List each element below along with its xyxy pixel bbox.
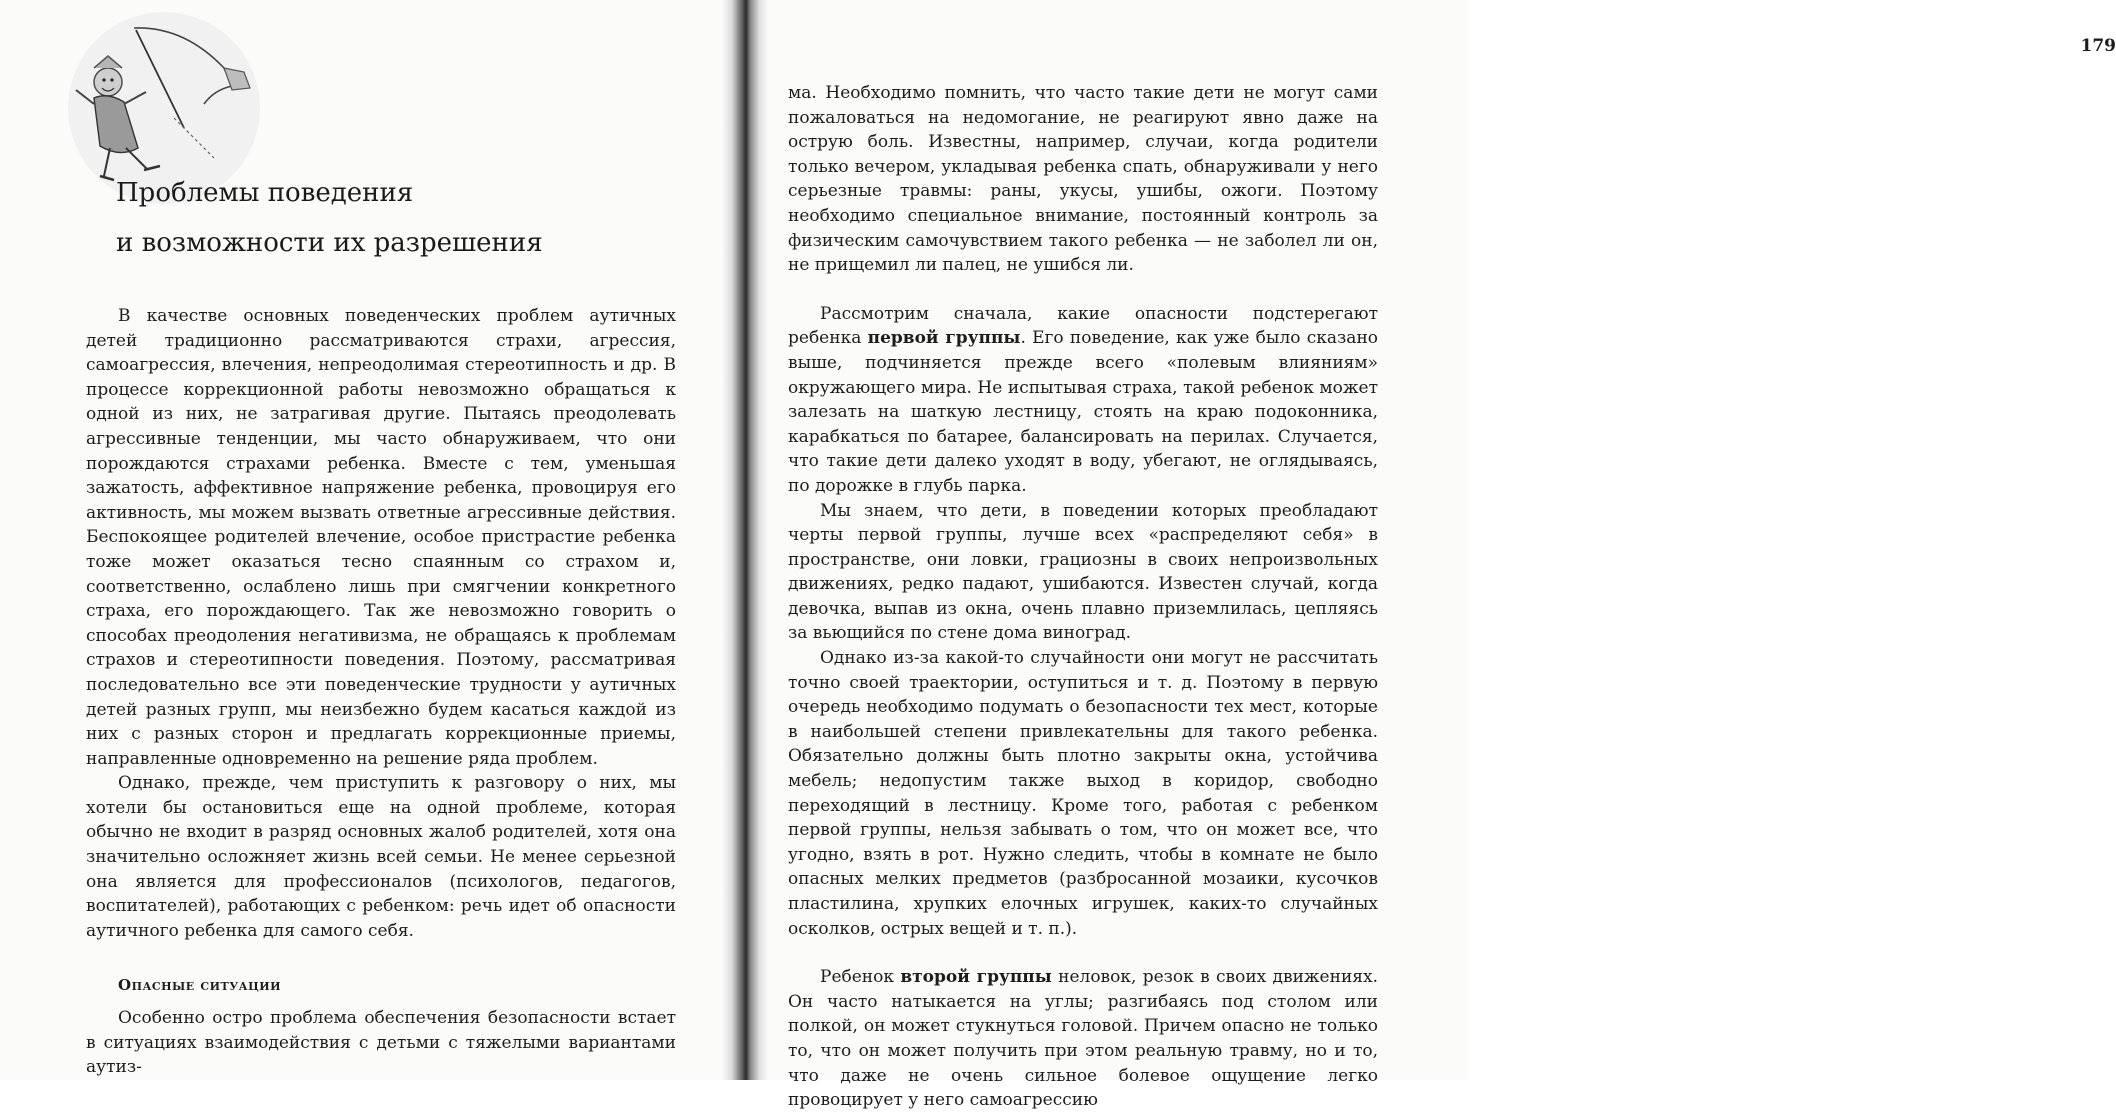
chapter-title <box>116 168 676 268</box>
paragraph <box>788 965 1378 1113</box>
paragraph: В качестве основных поведенческих проблем аутичных детей традиционно рассматриваются страхи, агрессия, самоагрессия, влечения, непреодолимая стереотипность и др. В процессе коррекционной работы невозможно обращаться к одной из них, не затрагивая другие. Пытаясь преодолевать агрессивные тенденции, мы часто обнаруживаем, что они порождаются страхами ребенка. Вместе с тем, уменьшая зажатость, аффективное напряжение ребенка, провоцируя его активность, мы можем вызвать ответные агрессивные действия. Беспокоящее родителей влечение, особое пристрастие ребенка тоже может оказаться тесно спаянным со страхом и, соответственно, ослаблено лишь при смягчении конкретного страха, его порождающего. Так же невозможно говорить о способах преодоления негативизма, не обращаясь к проблемам страхов и стереотипности поведения. Поэтому, рассматривая последовательно все эти поведенческие трудности у аутичных детей разных групп, мы неизбежно будем касаться каждой из них с разных сторон и предлагать коррекционные приемы, направленные одновременно на решение ряда проблем. <box>86 306 676 769</box>
right-text-column <box>788 81 1378 1113</box>
section-heading: Опасные ситуации <box>118 976 282 995</box>
paragraph: Однако из-за какой-то случайности они могут не рассчитать точно своей траектории, оступиться и т. д. Поэтому в первую очередь необходимо подумать о безопасности тех мест, которые в наибольшей степени привлекательны для такого ребенка. Обязательно должны быть плотно закрыты окна, устойчива мебель; недопустим также выход в коридор, свободно переходящий в лестницу. Кроме того, работая с ребенком первой группы, нельзя забывать о том, что он может все, что угодно, взять в рот. Нужно следить, чтобы в комнате не было опасных мелких предметов (разбросанной мозаики, кусочков пластилина, хрупких елочных игрушек, каких-то случайных осколков, острых вещей и т. п.). <box>788 648 1378 939</box>
emphasis-first-group: первой группы <box>867 328 1021 349</box>
paragraph-rest: неловок, резок в своих движениях. Он часто натыкается на углы; разгибаясь под столом или полкой, он может стукнуться головой. Причем опасно не только то, что он может получить при этом реальную травму, но и то, что даже не очень сильное болевое ощущение легко провоцирует у него самоагрессию <box>788 967 1378 1111</box>
spacer <box>86 943 676 973</box>
page-number: 179 <box>2080 36 2116 56</box>
chapter-title-line2: и возможности их разрешения <box>116 228 543 258</box>
chapter-title-line1: Проблемы поведения <box>116 178 414 208</box>
paragraph-lead: Ребенок <box>820 967 894 988</box>
paragraph <box>788 302 1378 499</box>
left-text-column <box>86 304 676 1080</box>
paragraph-lead: Рассмотрим сначала, какие опасности подстерегают ребенка <box>788 303 1378 349</box>
paragraph: Однако, прежде, чем приступить к разговору о них, мы хотели бы остановиться еще на одной проблеме, которая обычно не входит в разряд основных жалоб родителей, хотя она значительно осложняет жизнь всей семьи. Не менее серьезной она является для профессионалов (психологов, педагогов, воспитателей), работающих с ребенком: речь идет об опасности аутичного ребенка для самого себя. <box>86 773 676 941</box>
left-page <box>0 0 734 1080</box>
paragraph-rest: . Его поведение, как уже было сказано выше, подчиняется прежде всего «полевым влияниям» окружающего мира. Не испытывая страха, такой ребенок может залезать на шаткую лестницу, стоять на краю подоконника, карабкаться по батарее, балансировать на перилах. Случается, что такие дети далеко уходят в воду, убегают, не оглядываясь, по дорожке в глубь парка. <box>788 328 1379 496</box>
spacer <box>788 941 1378 965</box>
paragraph: Особенно остро проблема обеспечения безопасности встает в ситуациях взаимодействия с детьми с тяжелыми вариантами аутиз- <box>86 1008 676 1078</box>
spacer <box>788 278 1378 302</box>
emphasis-second-group: второй группы <box>900 967 1052 988</box>
paragraph: ма. Необходимо помнить, что часто такие дети не могут сами пожаловаться на недомогание, не реагируют явно даже на острую боль. Известны, например, случаи, когда родители только вечером, укладывая ребенка спать, обнаруживали у него серьезные травмы: раны, укусы, ушибы, ожоги. Поэтому необходимо специальное внимание, постоянный контроль за физическим самочувствием такого ребенка — не заболел ли он, не прищемил ли палец, не ушибся ли. <box>788 83 1378 276</box>
paragraph: Мы знаем, что дети, в поведении которых преобладают черты первой группы, лучше всех «распределяют себя» в пространстве, они ловки, грациозны в своих непроизвольных движениях, редко падают, ушибаются. Известен случай, когда девочка, выпав из окна, очень плавно приземлилась, цепляясь за вьющийся по стене дома виноград. <box>788 500 1378 644</box>
book-gutter <box>722 0 768 1080</box>
